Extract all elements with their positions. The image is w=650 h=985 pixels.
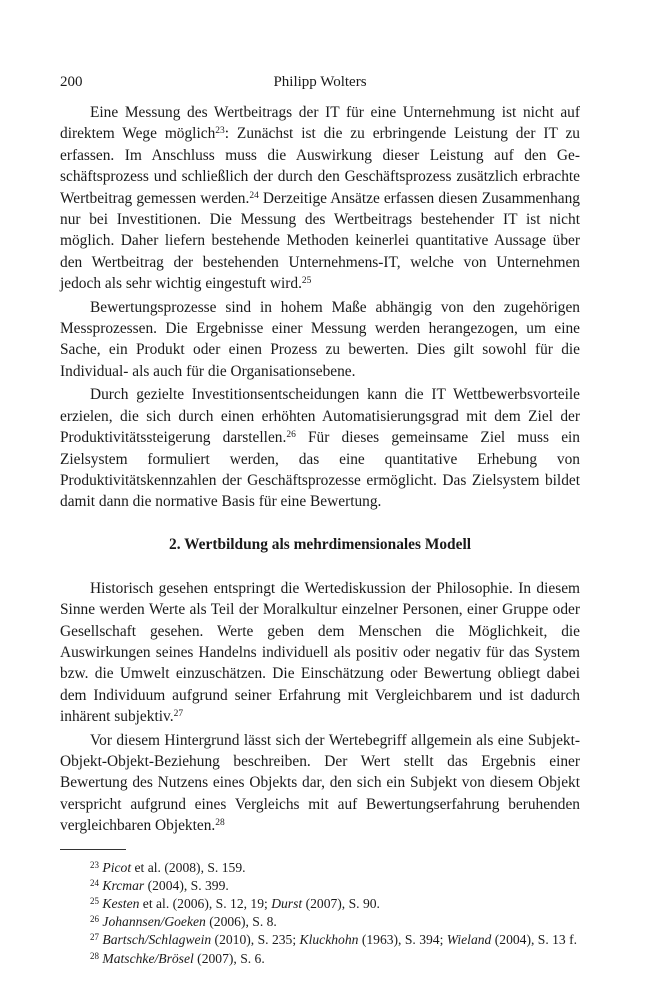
footnote-number: 23 [90, 859, 99, 870]
footnote-text: (2007), S. 90. [302, 896, 380, 911]
footnote [60, 950, 580, 968]
paragraph-text: : Zunächst ist die zu erbringende Leistung der IT zu erfassen. Im Anschluss muss die Auswirkung dieser Leistung auf den Geschäftsprozess und schließlich der durch den Geschäftsprozess zusätzlich erbrachte Wertbeitrag gemessen werden. [60, 125, 580, 207]
footnote-marker: 24 [249, 190, 259, 201]
footnote-number: 25 [90, 896, 99, 906]
footnote-number: 26 [90, 914, 99, 925]
running-head-author: Philipp Wolters [273, 74, 367, 90]
footnote-marker: 23 [215, 126, 225, 137]
body-text [60, 102, 580, 837]
footnote-number: 28 [90, 950, 99, 961]
footnote-author: Durst [271, 896, 303, 911]
paragraph-text: Eine Messung des Wertbeitrags der IT für eine Unternehmung ist nicht auf direktem Wege möglich [60, 104, 580, 143]
paragraph-text: Für dieses gemeinsame Ziel muss ein Zielsystem formuliert werden, das eine quantitative Erhebung von Produktivitätskennzahlen der Geschäftsprozesse ermöglicht. Das Zielsystem bildet damit dann die normative Basis für eine Bewertung. [60, 429, 581, 511]
footnote-author: Kesten [102, 896, 140, 911]
footnote-author: Krcmar [102, 877, 145, 893]
footnote-marker: 28 [215, 818, 225, 829]
page-number: 200 [60, 74, 83, 90]
footnote-separator [60, 849, 126, 850]
paragraphs-after-heading [60, 578, 580, 837]
paragraph-text: Derzeitige Ansätze erfassen diesen Zusammenhang nur bei Investitionen. Die Messung des Wertbeitrags bestehender IT ist nicht möglich. Daher liefern bestehende Methoden keinerlei quantitative Aussage über den Wertbeitrag der bestehenden Unternehmens-IT, welche von Unternehmen jedoch als sehr wichtig eingestuft wird. [60, 189, 580, 293]
running-head [60, 70, 580, 94]
footnote-text: (2006), S. 8. [205, 914, 277, 930]
footnote-text: (2004), S. 13 f. [491, 932, 578, 948]
paragraph-text: Historisch gesehen entspringt die Wertediskussion der Philosophie. In diesem Sinne werden Werte als Teil der Moralkultur einzelner Personen, einer Gruppe oder Gesellschaft gesehen. Werte geben dem Menschen die Möglichkeit, die Auswirkungen seines Handelns individuell als positiv oder negativ für das System bzw. die Umwelt einzuschätzen. Die Einschätzung oder Bewertung obliegt dabei dem Individuum aufgrund seiner Erfahrung mit Vergleichbarem und ist dadurch inhärent subjektiv. [60, 579, 580, 726]
footnote-text: et al. (2006), S. 12, 19; [139, 896, 272, 911]
paragraph [60, 578, 580, 728]
footnote-author: Matschke/Brösel [102, 950, 194, 966]
footnote-marker: 25 [301, 276, 312, 287]
footnote-author: Bartsch/Schlagwein [102, 932, 212, 948]
paragraph [60, 102, 580, 295]
footnote-number: 24 [90, 877, 99, 888]
footnote-author: Picot [102, 859, 132, 875]
paragraph-text: Bewertungsprozesse sind in hohem Maße abhängig von den zugehörigen Messprozessen. Die Ergebnisse einer Messung werden herangezogen, um eine Sache, ein Produkt oder einen Prozess zu bewerten. Dies gilt sowohl für die Individual- als auch für die Organisationsebene. [60, 298, 580, 380]
footnote-author: Kluckhohn [299, 932, 359, 948]
footnote-text: (1963), S. 394; [358, 932, 447, 948]
paragraphs-before-heading [60, 102, 580, 513]
footnote-text: (2004), S. 399. [144, 877, 229, 893]
footnote [60, 913, 580, 931]
section-heading: 2. Wertbildung als mehrdimensionales Modell [169, 535, 471, 553]
paragraph [60, 384, 580, 512]
footnote-marker: 27 [173, 709, 184, 720]
footnote-number: 27 [90, 932, 99, 943]
footnote-text: (2010), S. 235; [211, 932, 300, 948]
footnote-author: Johannsen/Goeken [102, 914, 206, 930]
footnote-text: (2007), S. 6. [193, 950, 265, 966]
footnote-text: et al. (2008), S. 159. [131, 859, 246, 875]
paragraph [60, 297, 580, 383]
footnote [60, 895, 580, 913]
paragraph [60, 730, 580, 837]
footnotes [60, 859, 580, 968]
footnote [60, 859, 580, 877]
footnote [60, 931, 580, 949]
paragraph-text: Durch gezielte Investitionsentscheidungen kann die IT Wettbewerbsvorteile erzielen, die sich durch einen erhöhten Automatisierungsgrad mit dem Ziel der Produktivitätssteigerung darstellen. [60, 386, 580, 447]
paragraph-text: Vor diesem Hintergrund lässt sich der Wertebegriff allgemein als eine Subjekt-Objekt-Objekt-Beziehung beschreiben. Der Wert stellt das Ergebnis einer Bewertung des Nutzens eines Objekts dar, den sich ein Subjekt von diesem Objekt verspricht aufgrund eines Vergleichs mit auf Bewertungserfahrung beruhenden vergleichbaren Objekten. [60, 731, 580, 835]
footnote-marker: 26 [286, 430, 296, 441]
book-page [60, 70, 580, 968]
footnote [60, 877, 580, 895]
footnote-author: Wieland [446, 932, 492, 948]
